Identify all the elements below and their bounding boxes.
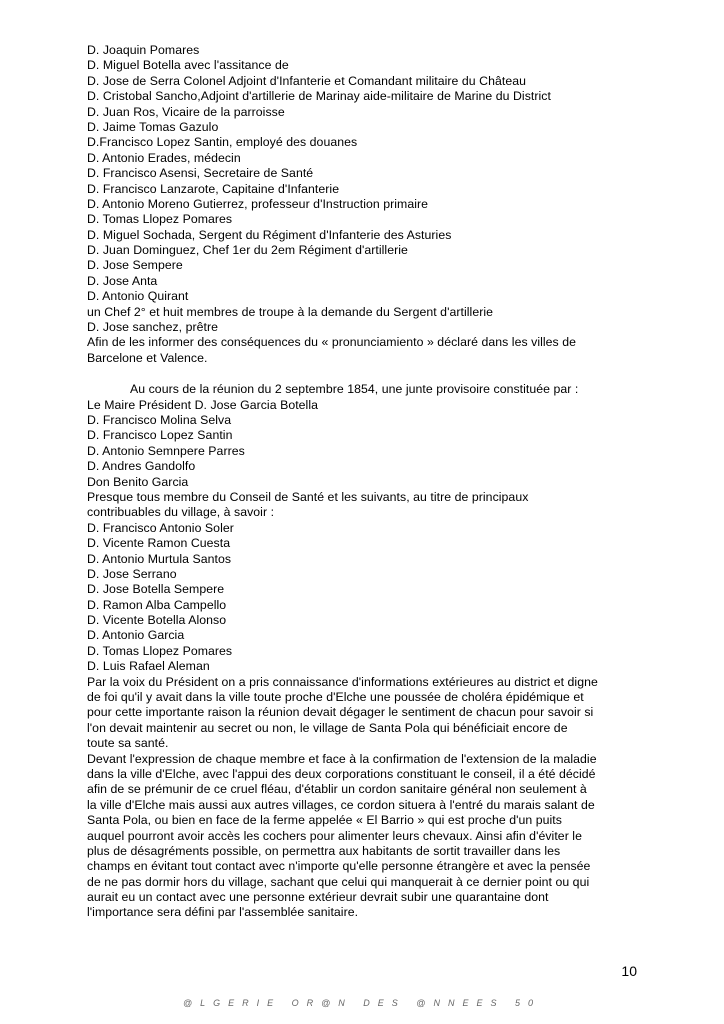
- text-line: aurait eu un contact avec une personne extérieur devrait subir une quarantaine dont: [87, 890, 549, 905]
- text-line: D. Antonio Semnpere Parres: [87, 443, 245, 458]
- text-line: D. Cristobal Sancho,Adjoint d'artillerie de Marinay aide-militaire de Marine du District: [87, 89, 551, 104]
- text-line: Le Maire Président D. Jose Garcia Botella: [87, 397, 319, 412]
- text-line: D. Jose de Serra Colonel Adjoint d'Infanterie et Comandant militaire du Château: [87, 73, 526, 88]
- text-line: la ville d'Elche mais aussi aux autres villages, ce cordon situera à l'entré du marais salant de: [87, 797, 595, 812]
- text-line: l'on devait maintenir au secret ou non, le village de Santa Pola qui bénéficiait encore de: [87, 720, 568, 735]
- text-line: afin de se prémunir de ce cruel fléau, d'établir un cordon sanitaire général non seulement à: [87, 782, 587, 797]
- text-line: D. Miguel Botella avec l'assitance de: [87, 58, 289, 73]
- text-line: Presque tous membre du Conseil de Santé et les suivants, au titre de principaux: [87, 489, 529, 504]
- text-line: de foi qu'il y avait dans la ville toute proche d'Elche une poussée de choléra épidémique et: [87, 690, 584, 705]
- junta-list: [87, 398, 647, 921]
- text-line: D. Jose sanchez, prêtre: [87, 320, 219, 335]
- text-line: D. Antonio Moreno Gutierrez, professeur d'Instruction primaire: [87, 196, 429, 211]
- text-line: Don Benito Garcia: [87, 474, 189, 489]
- text-line: D. Juan Dominguez, Chef 1er du 2em Régiment d'artillerie: [87, 243, 408, 258]
- text-line: D. Antonio Quirant: [87, 289, 189, 304]
- text-line: D. Francisco Molina Selva: [87, 412, 232, 427]
- text-line: contribuables du village, à savoir :: [87, 505, 275, 520]
- text-line: Santa Pola, ou bien en face de la ferme appelée « El Barrio » qui est proche d'un puits: [87, 813, 562, 828]
- text-line: D. Francisco Asensi, Secretaire de Santé: [87, 166, 314, 181]
- text-line: D. Francisco Antonio Soler: [87, 520, 234, 535]
- text-line: de ne pas dormir hors du village, sachant que celui qui manquerait à ce dernier point ou qui: [87, 874, 590, 889]
- text-line: plus de désagréments possible, on permettra aux habitants de sortit travailler dans les: [87, 843, 561, 858]
- text-line: D. Vicente Botella Alonso: [87, 613, 227, 628]
- text-line: D. Joaquin Pomares: [87, 43, 200, 57]
- text-line: D. Jose Botella Sempere: [87, 582, 225, 597]
- text-line: D. Vicente Ramon Cuesta: [87, 536, 231, 551]
- text-line: D.Francisco Lopez Santin, employé des douanes: [87, 135, 358, 150]
- text-line: D. Jose Anta: [87, 273, 158, 288]
- text-line: D. Francisco Lopez Santin: [87, 428, 233, 443]
- text-line: D. Jaime Tomas Gazulo: [87, 119, 219, 134]
- text-line: Afin de les informer des conséquences du « pronunciamiento » déclaré dans les villes de: [87, 335, 576, 350]
- footer-watermark: @LGERIE OR@N DES @NNEES 50: [183, 998, 541, 1008]
- text-line: pour cette importante raison la réunion devait dégager le sentiment de chacun pour savoir si: [87, 705, 594, 720]
- text-line: D. Tomas Llopez Pomares: [87, 643, 233, 658]
- meeting-intro: Au cours de la réunion du 2 septembre 1854, une junte provisoire constituée par :: [130, 382, 579, 397]
- text-line: D. Francisco Lanzarote, Capitaine d'Infanterie: [87, 181, 340, 196]
- text-line: D. Antonio Erades, médecin: [87, 150, 241, 165]
- text-line: D. Andres Gandolfo: [87, 459, 196, 474]
- text-line: D. Miguel Sochada, Sergent du Régiment d'Infanterie des Asturies: [87, 227, 452, 242]
- text-line: champs en évitant tout contact avec n'importe qu'elle personne étrangère et avec la pensée: [87, 859, 591, 874]
- text-line: toute sa santé.: [87, 736, 169, 751]
- text-line: l'importance sera défini par l'assemblée sanitaire.: [87, 905, 359, 920]
- text-line: D. Jose Sempere: [87, 258, 183, 273]
- text-line: Barcelone et Valence.: [87, 350, 208, 365]
- text-line: Par la voix du Président on a pris connaissance d'informations extérieures au district et digne: [87, 674, 598, 689]
- attendee-list: [87, 43, 647, 366]
- text-line: D. Juan Ros, Vicaire de la parroisse: [87, 104, 285, 119]
- paragraph-gap: [87, 366, 647, 382]
- text-line: un Chef 2° et huit membres de troupe à la demande du Sergent d'artillerie: [87, 304, 494, 319]
- text-line: D. Tomas Llopez Pomares: [87, 212, 233, 227]
- text-line: D. Antonio Garcia: [87, 628, 185, 643]
- text-line: auquel pourront avoir accès les cochers pour alimenter leurs chevaux. Ainsi afin d'éviter le: [87, 828, 582, 843]
- text-line: Devant l'expression de chaque membre et face à la confirmation de l'extension de la maladie: [87, 751, 597, 766]
- body-text: [87, 43, 647, 921]
- text-line: D. Jose Serrano: [87, 566, 177, 581]
- text-line: D. Luis Rafael Aleman: [87, 659, 210, 674]
- text-line: D. Antonio Murtula Santos: [87, 551, 232, 566]
- text-line: dans la ville d'Elche, avec l'appui des deux corporations constituant le conseil, il a été décidé: [87, 766, 596, 781]
- page-number: 10: [621, 963, 637, 979]
- text-line: D. Ramon Alba Campello: [87, 597, 227, 612]
